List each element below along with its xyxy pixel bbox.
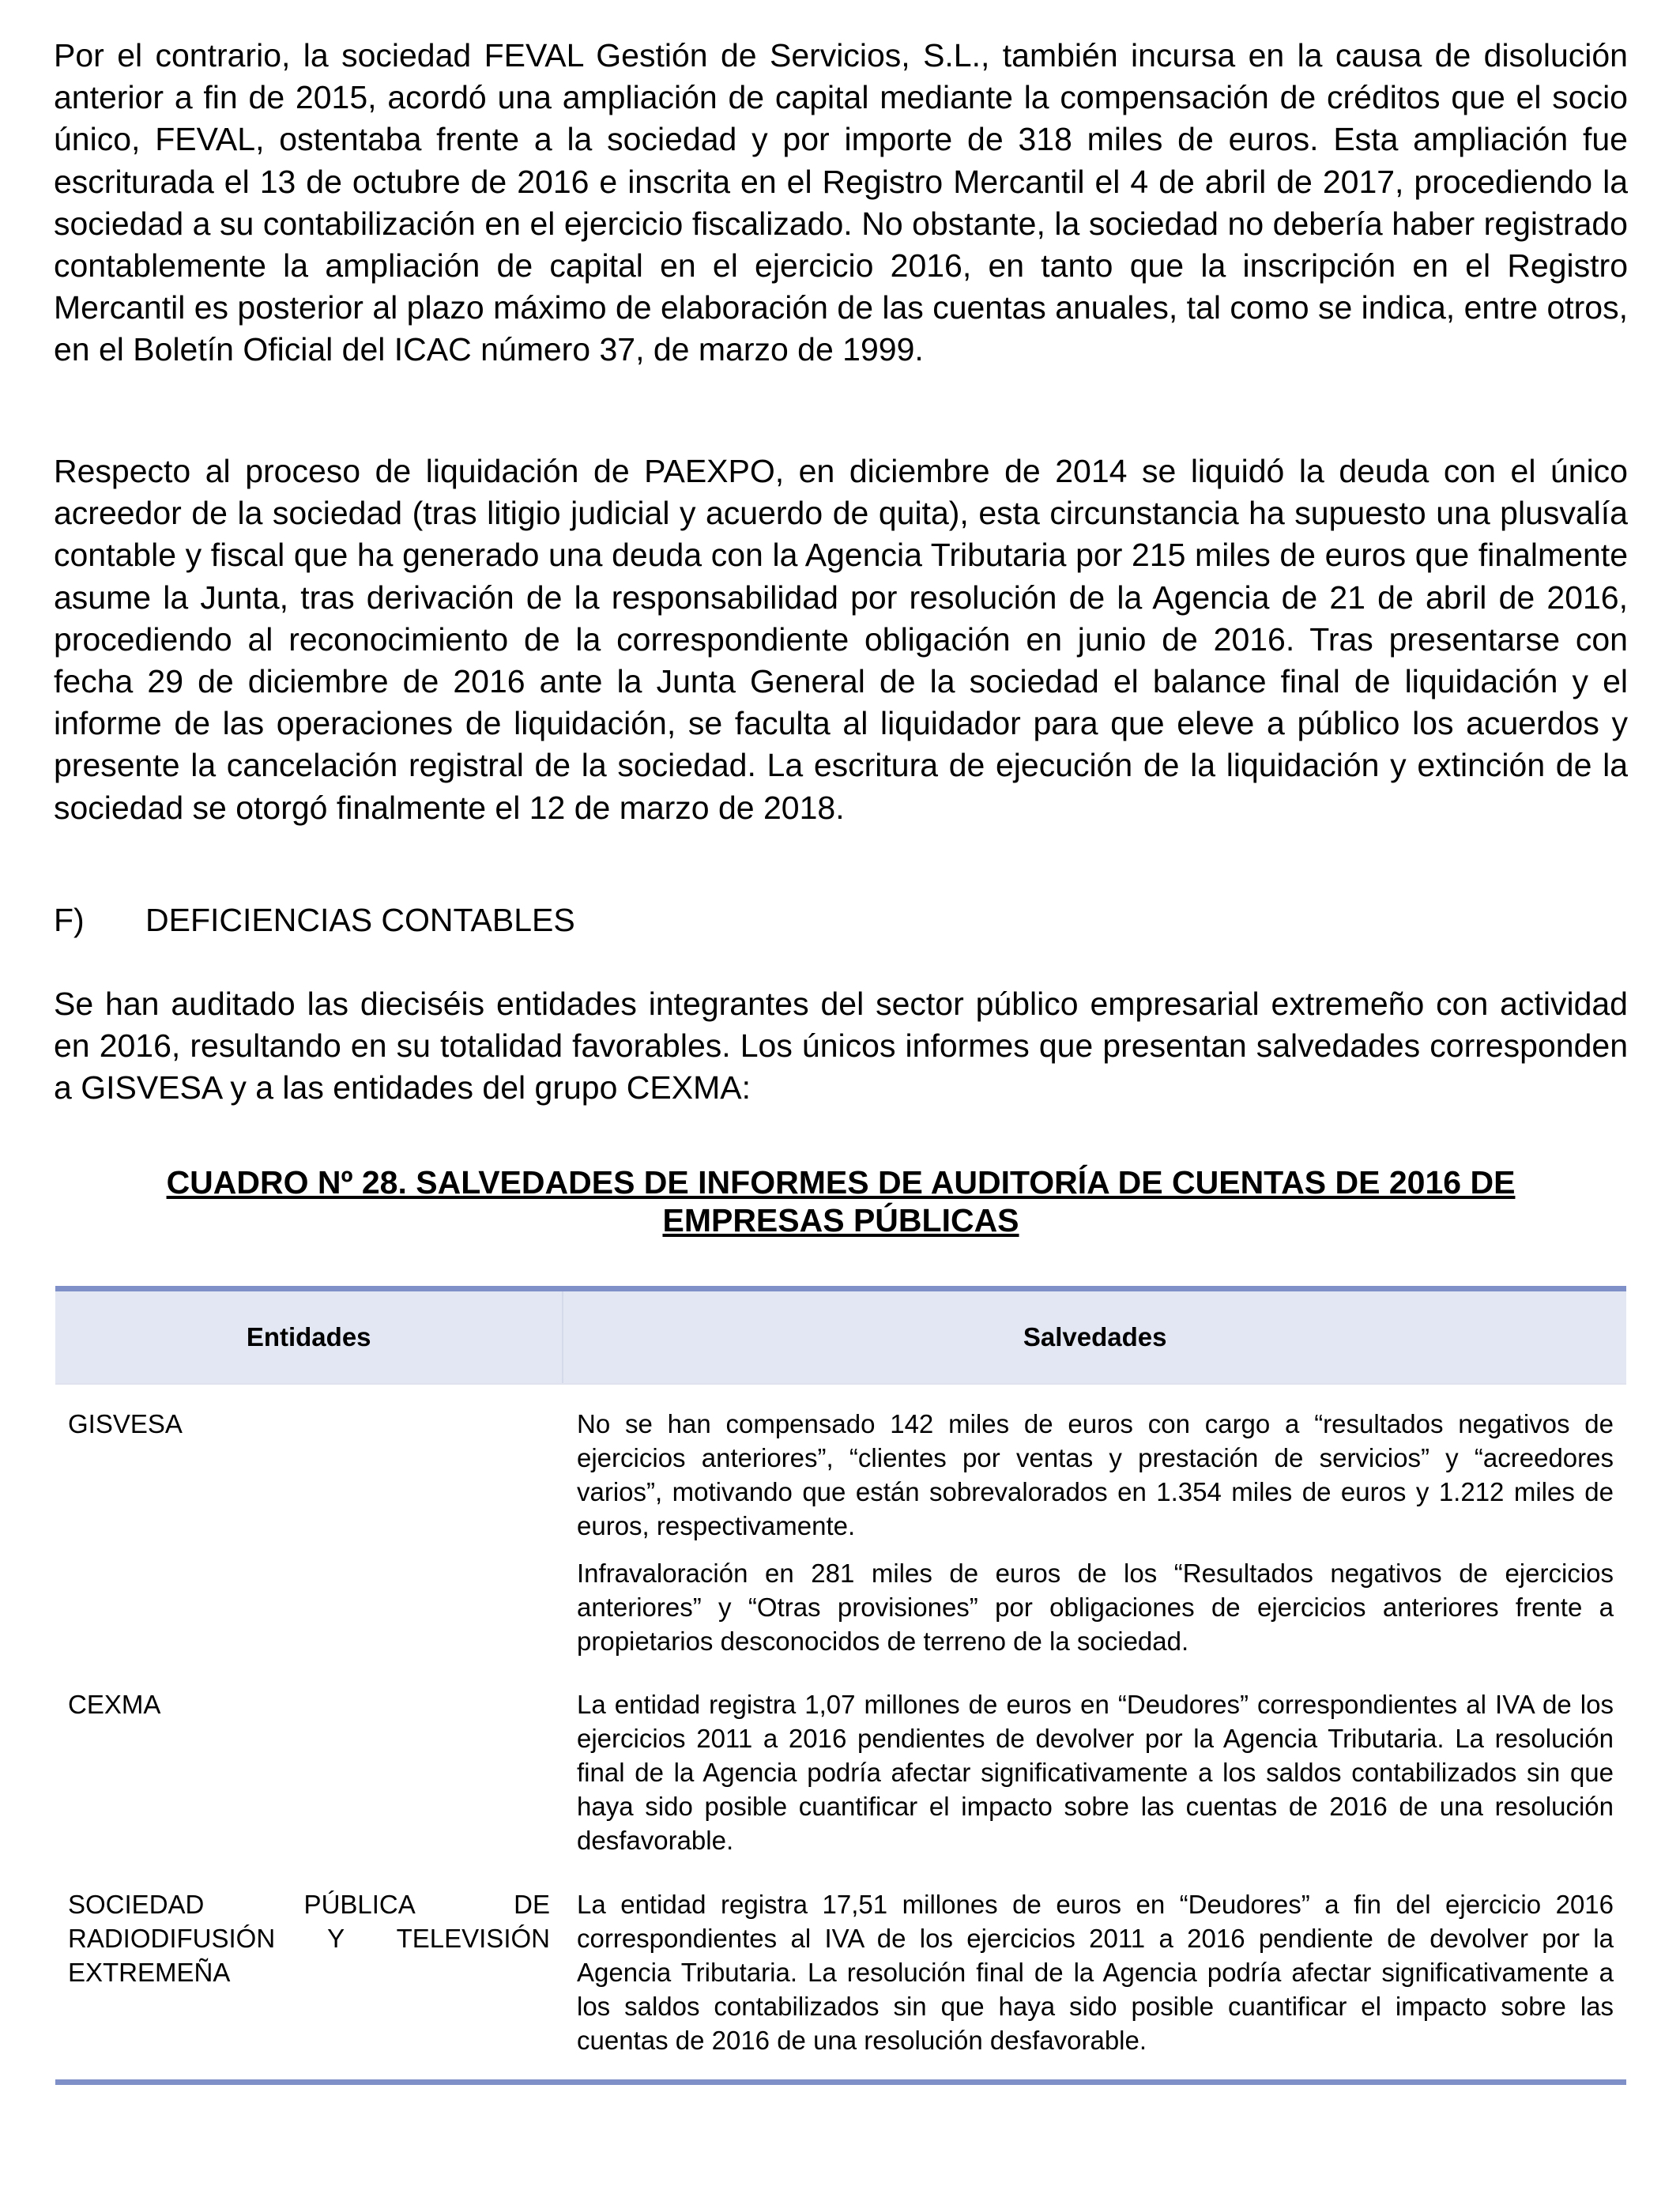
table-top-rule xyxy=(55,1286,1626,1291)
entity-line: SOCIEDAD PÚBLICA DE xyxy=(68,1890,550,1919)
note-paragraph: Infravaloración en 281 miles de euros de los “Resultados negativos de ejercicios anteriores” y “Otras provisiones” por obligaciones de ejercicios anteriores frente a propietarios desconocidos de terreno de la sociedad. xyxy=(577,1559,1614,1656)
section-title: DEFICIENCIAS CONTABLES xyxy=(145,902,575,938)
header-salvedades: Salvedades xyxy=(1023,1322,1167,1351)
table-header xyxy=(55,1291,1626,1385)
paragraph-paexpo: Respecto al proceso de liquidación de PAEXPO, en diciembre de 2014 se liquidó la deuda con el único acreedor de la sociedad (tras litigio judicial y acuerdo de quita), esta circunstancia ha supuesto una plusvalía contable y fiscal que ha generado una deuda con la Agencia Tributaria por 215 miles de euros que finalmente asume la Junta, tras derivación de la responsabilidad por resolución de la Agencia de 21 de abril de 2016, procediendo al reconocimiento de la correspondiente obligación en junio de 2016. Tras presentarse con fecha 29 de diciembre de 2016 ante la Junta General de la sociedad el balance final de liquidación y el informe de las operaciones de liquidación, se faculta al liquidador para que eleve a público los acuerdos y presente la cancelación registral de la sociedad. La escritura de ejecución de la liquidación y extinción de la sociedad se otorgó finalmente el 12 de marzo de 2018. xyxy=(54,453,1628,826)
table-row xyxy=(55,1887,1626,2057)
paragraph-auditorias: Se han auditado las dieciséis entidades integrantes del sector público empresarial extremeño con actividad en 2016, resultando en su totalidad favorables. Los únicos informes que presentan salvedades corresponden a GISVESA y a las entidades del grupo CEXMA: xyxy=(54,986,1628,1106)
table-row xyxy=(55,1407,1626,1658)
table-title-line-1: CUADRO Nº 28. SALVEDADES DE INFORMES DE AUDITORÍA DE CUENTAS DE 2016 DE xyxy=(166,1164,1516,1201)
table-row xyxy=(55,1687,1626,1857)
entity-cell: GISVESA xyxy=(68,1409,183,1438)
salvedades-table xyxy=(55,1286,1626,2085)
notes-cell xyxy=(563,1407,1626,1658)
entity-line: RADIODIFUSIÓN Y TELEVISIÓN xyxy=(68,1924,550,1953)
note-paragraph: La entidad registra 1,07 millones de euros en “Deudores” correspondientes al IVA de los ejercicios 2011 a 2016 pendientes de devolver por la Agencia Tributaria. La resolución final de la Agencia podría afectar significativamente a los saldos contabilizados sin que haya sido posible cuantificar el impacto sobre las cuentas de 2016 de una resolución desfavorable. xyxy=(577,1690,1614,1855)
paragraph-feval: Por el contrario, la sociedad FEVAL Gestión de Servicios, S.L., también incursa en la causa de disolución anterior a fin de 2015, acordó una ampliación de capital mediante la compensación de créditos que el socio único, FEVAL, ostentaba frente a la sociedad y por importe de 318 miles de euros. Esta ampliación fue escriturada el 13 de octubre de 2016 e inscrita en el Registro Mercantil el 4 de abril de 2017, procediendo la sociedad a su contabilización en el ejercicio fiscalizado. No obstante, la sociedad no debería haber registrado contablemente la ampliación de capital en el ejercicio 2016, en tanto que la inscripción en el Registro Mercantil es posterior al plazo máximo de elaboración de las cuentas anuales, tal como se indica, entre otros, en el Boletín Oficial del ICAC número 37, de marzo de 1999. xyxy=(54,37,1628,368)
header-entidades: Entidades xyxy=(55,1291,563,1383)
table-title-line-2: EMPRESAS PÚBLICAS xyxy=(662,1202,1019,1238)
section-letter: F) xyxy=(54,902,85,938)
note-paragraph: La entidad registra 17,51 millones de euros en “Deudores” a fin del ejercicio 2016 correspondientes al IVA de los ejercicios 2011 a 2016 pendiente de devolver por la Agencia Tributaria. La resolución final de la Agencia podría afectar significativamente a los saldos contabilizados sin que haya sido posible cuantificar el impacto sobre las cuentas de 2016 de una resolución desfavorable. xyxy=(577,1890,1614,2055)
section-heading xyxy=(54,899,575,941)
table-bottom-rule xyxy=(55,2079,1626,2085)
notes-cell xyxy=(563,1887,1626,2057)
entity-line: EXTREMEÑA xyxy=(68,1958,231,1987)
table-title xyxy=(54,1163,1628,1239)
entity-cell xyxy=(55,1887,563,2057)
entity-cell: CEXMA xyxy=(68,1690,161,1719)
note-paragraph: No se han compensado 142 miles de euros con cargo a “resultados negativos de ejercicios anteriores”, “clientes por ventas y prestación de servicios” y “acreedores varios”, motivando que están sobrevalorados en 1.354 miles de euros y 1.212 miles de euros, respectivamente. xyxy=(577,1409,1614,1540)
notes-cell xyxy=(563,1687,1626,1857)
